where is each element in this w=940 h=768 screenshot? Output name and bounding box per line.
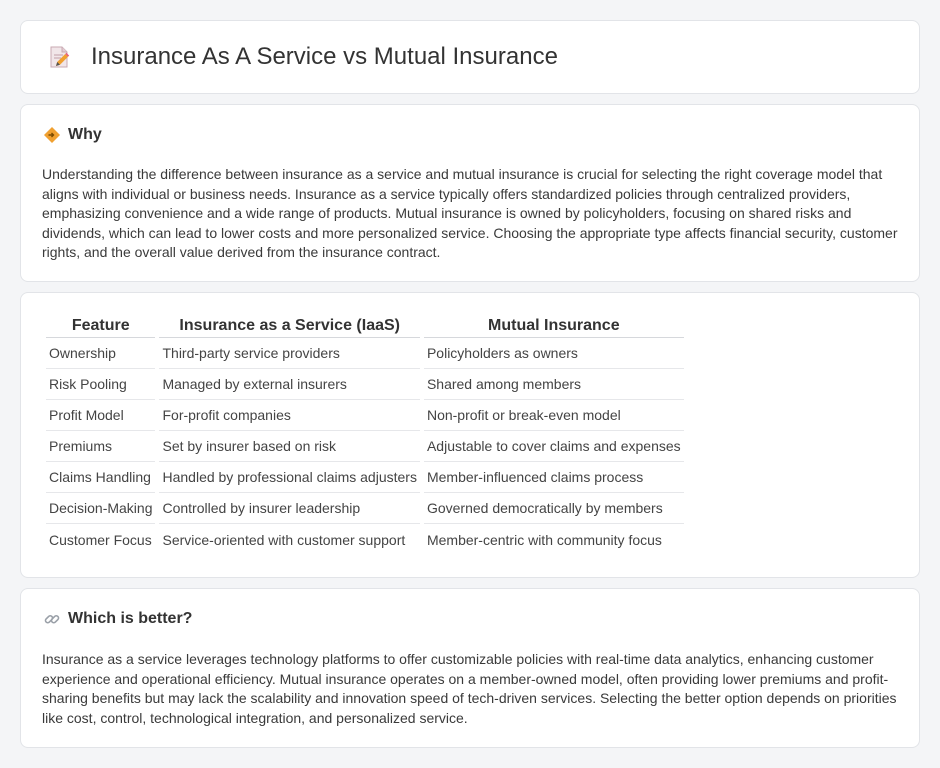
table-cell: Profit Model	[46, 400, 155, 431]
table-cell: Adjustable to cover claims and expenses	[424, 431, 684, 462]
why-heading: Why	[68, 126, 102, 143]
table-cell: Set by insurer based on risk	[159, 431, 419, 462]
table-cell: Ownership	[46, 338, 155, 369]
table-row	[46, 369, 684, 400]
table-cell: Service-oriented with customer support	[162, 531, 406, 548]
table-cell: Governed democratically by members	[424, 493, 684, 524]
table-row	[46, 400, 684, 431]
column-header: Insurance as a Service (IaaS)	[159, 313, 419, 338]
comparison-section	[20, 292, 920, 578]
table-cell: Policyholders as owners	[424, 338, 684, 369]
table-row	[46, 462, 684, 493]
table-cell: For-profit companies	[159, 400, 419, 431]
which-better-heading: Which is better?	[68, 610, 193, 627]
why-text: Understanding the difference between insurance as a service and mutual insurance is crucial for selecting the right coverage model that aligns with individual or business needs. Insurance as a service typically offers standardized policies through centralized providers, emphasizing convenience and a wide range of products. Mutual insurance is owned by policyholders, focusing on shared risks and dividends, which can lead to lower costs and more personalized service. Choosing the appropriate type affects financial security, customer rights, and the overall value derived from the insurance contract.	[42, 166, 898, 261]
diamond-arrows-icon	[43, 126, 61, 144]
why-section	[20, 104, 920, 282]
table-cell: Third-party service providers	[159, 338, 419, 369]
table-cell: Shared among members	[424, 369, 684, 400]
table-cell: Decision-Making	[46, 493, 155, 524]
table-cell: Controlled by insurer leadership	[159, 493, 419, 524]
table-cell: Non-profit or break-even model	[424, 400, 684, 431]
table-cell: Managed by external insurers	[159, 369, 419, 400]
title-card	[20, 20, 920, 94]
table-cell: Handled by professional claims adjusters	[159, 462, 419, 493]
table-row	[46, 431, 684, 462]
column-header: Feature	[46, 313, 155, 338]
column-header: Mutual Insurance	[424, 313, 684, 338]
table-row	[46, 524, 684, 555]
table-row	[46, 338, 684, 369]
link-icon	[43, 610, 61, 628]
table-cell: Risk Pooling	[46, 369, 155, 400]
which-better-text: Insurance as a service leverages technology platforms to offer customizable policies with real-time data analytics, enhancing customer experience and operational efficiency. Mutual insurance operates on a member-owned model, often providing lower premiums and profit-sharing benefits but may lack the scalability and innovation speed of tech-driven services. Selecting the better option depends on priorities like cost, control, technological integration, and personalized service.	[42, 651, 897, 726]
table-header-row	[46, 313, 684, 338]
page-title: Insurance As A Service vs Mutual Insurance	[91, 43, 558, 70]
comparison-table	[42, 313, 688, 555]
table-cell: Customer Focus	[49, 531, 152, 548]
table-cell: Claims Handling	[46, 462, 155, 493]
table-row	[46, 493, 684, 524]
table-cell: Premiums	[46, 431, 155, 462]
document-pencil-icon	[47, 45, 71, 69]
which-better-section	[20, 588, 920, 748]
table-cell: Member-centric with community focus	[426, 531, 662, 548]
table-cell: Member-influenced claims process	[424, 462, 684, 493]
